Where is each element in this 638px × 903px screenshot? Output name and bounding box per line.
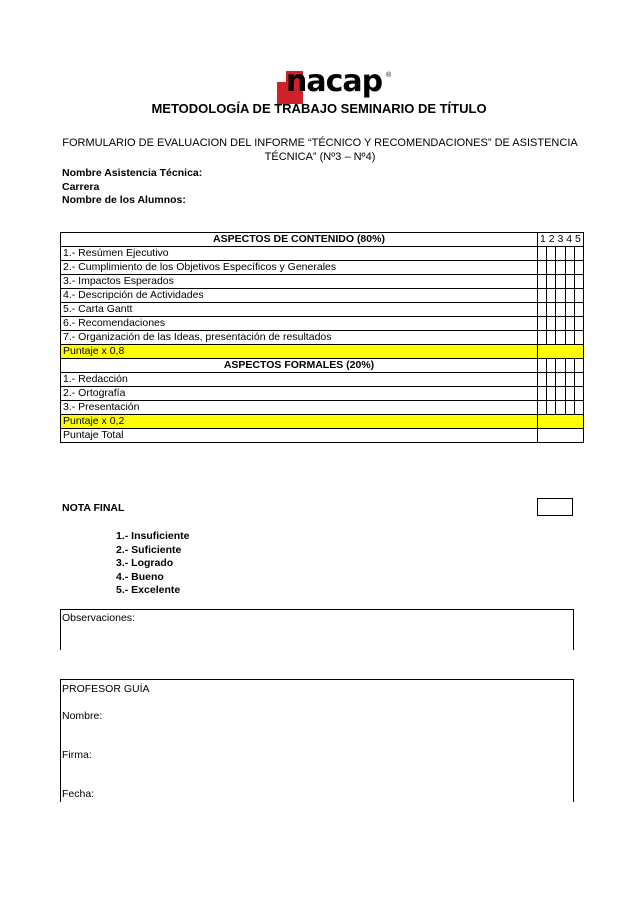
score-cell-3[interactable] (556, 401, 565, 415)
item-label: 1.- Redacción (61, 373, 538, 387)
item-label: 2.- Cumplimiento de los Objetivos Específicos y Generales (61, 261, 538, 275)
score-cell-5 (574, 359, 583, 373)
score-cell-2[interactable] (547, 317, 556, 331)
table-row (61, 401, 584, 415)
score-cell-1[interactable] (538, 317, 547, 331)
score-cell-3[interactable] (556, 261, 565, 275)
firma-field[interactable]: Firma: (62, 749, 92, 761)
observaciones-label: Observaciones: (62, 612, 135, 624)
score-cell-1[interactable] (538, 247, 547, 261)
score-cell-3[interactable] (556, 289, 565, 303)
score-cell-1[interactable] (538, 331, 547, 345)
score-cell-2 (547, 359, 556, 373)
header-contenido: ASPECTOS DE CONTENIDO (80%) (61, 233, 538, 247)
score-cell-4[interactable] (565, 289, 574, 303)
scale-header: 1 2 3 4 5 (538, 233, 584, 247)
puntaje-total-value[interactable] (538, 429, 584, 443)
fecha-field[interactable]: Fecha: (62, 788, 95, 800)
header-formales-row (61, 359, 584, 373)
score-cell-5[interactable] (574, 247, 583, 261)
score-cell-1[interactable] (538, 275, 547, 289)
score-cell-1[interactable] (538, 303, 547, 317)
score-cell-1[interactable] (538, 261, 547, 275)
puntaje-contenido-row (61, 345, 584, 359)
puntaje-total-row (61, 429, 584, 443)
score-cell-5[interactable] (574, 289, 583, 303)
form-subtitle: FORMULARIO DE EVALUACION DEL INFORME “TÉCNICO Y RECOMENDACIONES” DE ASISTENCIA TÉCNICA” (Nº3 – Nº4) (62, 137, 578, 163)
score-cell-4[interactable] (565, 303, 574, 317)
nota-final-label: NOTA FINAL (62, 502, 125, 514)
puntaje-total-label: Puntaje Total (61, 429, 538, 443)
scale-item: 5.- Excelente (116, 584, 181, 596)
score-cell-3[interactable] (556, 247, 565, 261)
score-cell-3[interactable] (556, 387, 565, 401)
table-row (61, 317, 584, 331)
score-cell-4[interactable] (565, 387, 574, 401)
score-cell-2[interactable] (547, 275, 556, 289)
table-row (61, 247, 584, 261)
scale-item: 3.- Logrado (116, 557, 174, 569)
table-row (61, 303, 584, 317)
score-cell-3 (556, 359, 565, 373)
scale-item: 2.- Suficiente (116, 543, 182, 556)
score-cell-4[interactable] (565, 261, 574, 275)
score-cell-5[interactable] (574, 303, 583, 317)
label-nombre-alumnos: Nombre de los Alumnos: (62, 194, 186, 206)
header-contenido-row (61, 233, 584, 247)
item-label: 6.- Recomendaciones (61, 317, 538, 331)
score-cell-1[interactable] (538, 387, 547, 401)
score-cell-4[interactable] (565, 401, 574, 415)
score-cell-5[interactable] (574, 317, 583, 331)
score-cell-4 (565, 359, 574, 373)
score-cell-3[interactable] (556, 373, 565, 387)
grading-scale (116, 530, 190, 598)
table-row (61, 261, 584, 275)
scale-item: 4.- Bueno (116, 570, 164, 583)
score-cell-4[interactable] (565, 373, 574, 387)
table-row (61, 331, 584, 345)
profesor-guia-title: PROFESOR GUÍA (62, 683, 150, 695)
score-cell-3[interactable] (556, 275, 565, 289)
table-row (61, 387, 584, 401)
table-row (61, 275, 584, 289)
score-cell-2[interactable] (547, 387, 556, 401)
item-label: 7.- Organización de las Ideas, presentación de resultados (61, 331, 538, 345)
observaciones-box[interactable] (60, 609, 574, 650)
puntaje-contenido-label: Puntaje x 0,8 (61, 345, 538, 359)
puntaje-formales-row (61, 415, 584, 429)
item-label: 2.- Ortografía (61, 387, 538, 401)
score-cell-5[interactable] (574, 331, 583, 345)
item-label: 5.- Carta Gantt (61, 303, 538, 317)
score-cell-3[interactable] (556, 303, 565, 317)
score-cell-4[interactable] (565, 247, 574, 261)
item-label: 3.- Impactos Esperados (61, 275, 538, 289)
score-cell-4[interactable] (565, 331, 574, 345)
score-cell-2[interactable] (547, 247, 556, 261)
nombre-field[interactable]: Nombre: (62, 710, 103, 722)
score-cell-5[interactable] (574, 373, 583, 387)
item-label: 3.- Presentación (61, 401, 538, 415)
score-cell-4[interactable] (565, 317, 574, 331)
table-row (61, 289, 584, 303)
score-cell-3[interactable] (556, 317, 565, 331)
score-cell-2[interactable] (547, 303, 556, 317)
score-cell-5[interactable] (574, 401, 583, 415)
item-label: 1.- Resúmen Ejecutivo (61, 247, 538, 261)
item-label: 4.- Descripción de Actividades (61, 289, 538, 303)
label-carrera: Carrera (62, 181, 100, 193)
evaluation-table (60, 232, 584, 443)
table-row (61, 373, 584, 387)
score-cell-2[interactable] (547, 261, 556, 275)
score-cell-2[interactable] (547, 289, 556, 303)
score-cell-5[interactable] (574, 275, 583, 289)
header-formales: ASPECTOS FORMALES (20%) (61, 359, 538, 373)
registered-mark: ® (386, 72, 392, 79)
score-cell-1[interactable] (538, 289, 547, 303)
score-cell-2[interactable] (547, 373, 556, 387)
score-cell-2[interactable] (547, 401, 556, 415)
puntaje-formales-value[interactable] (538, 415, 584, 429)
score-cell-3[interactable] (556, 331, 565, 345)
puntaje-formales-label: Puntaje x 0,2 (61, 415, 538, 429)
score-cell-1 (538, 359, 547, 373)
score-cell-5[interactable] (574, 387, 583, 401)
document-title: METODOLOGÍA DE TRABAJO SEMINARIO DE TÍTULO (151, 101, 487, 116)
score-cell-1[interactable] (538, 401, 547, 415)
score-cell-2[interactable] (547, 331, 556, 345)
puntaje-contenido-value[interactable] (538, 345, 584, 359)
profesor-guia-box (60, 679, 574, 802)
nota-final-field[interactable] (537, 498, 573, 516)
score-cell-4[interactable] (565, 275, 574, 289)
scale-item: 1.- Insuficiente (116, 530, 190, 542)
inacap-logo-text: nacap (286, 64, 383, 99)
score-cell-1[interactable] (538, 373, 547, 387)
label-nombre-asistencia: Nombre Asistencia Técnica: (62, 167, 203, 179)
score-cell-5[interactable] (574, 261, 583, 275)
